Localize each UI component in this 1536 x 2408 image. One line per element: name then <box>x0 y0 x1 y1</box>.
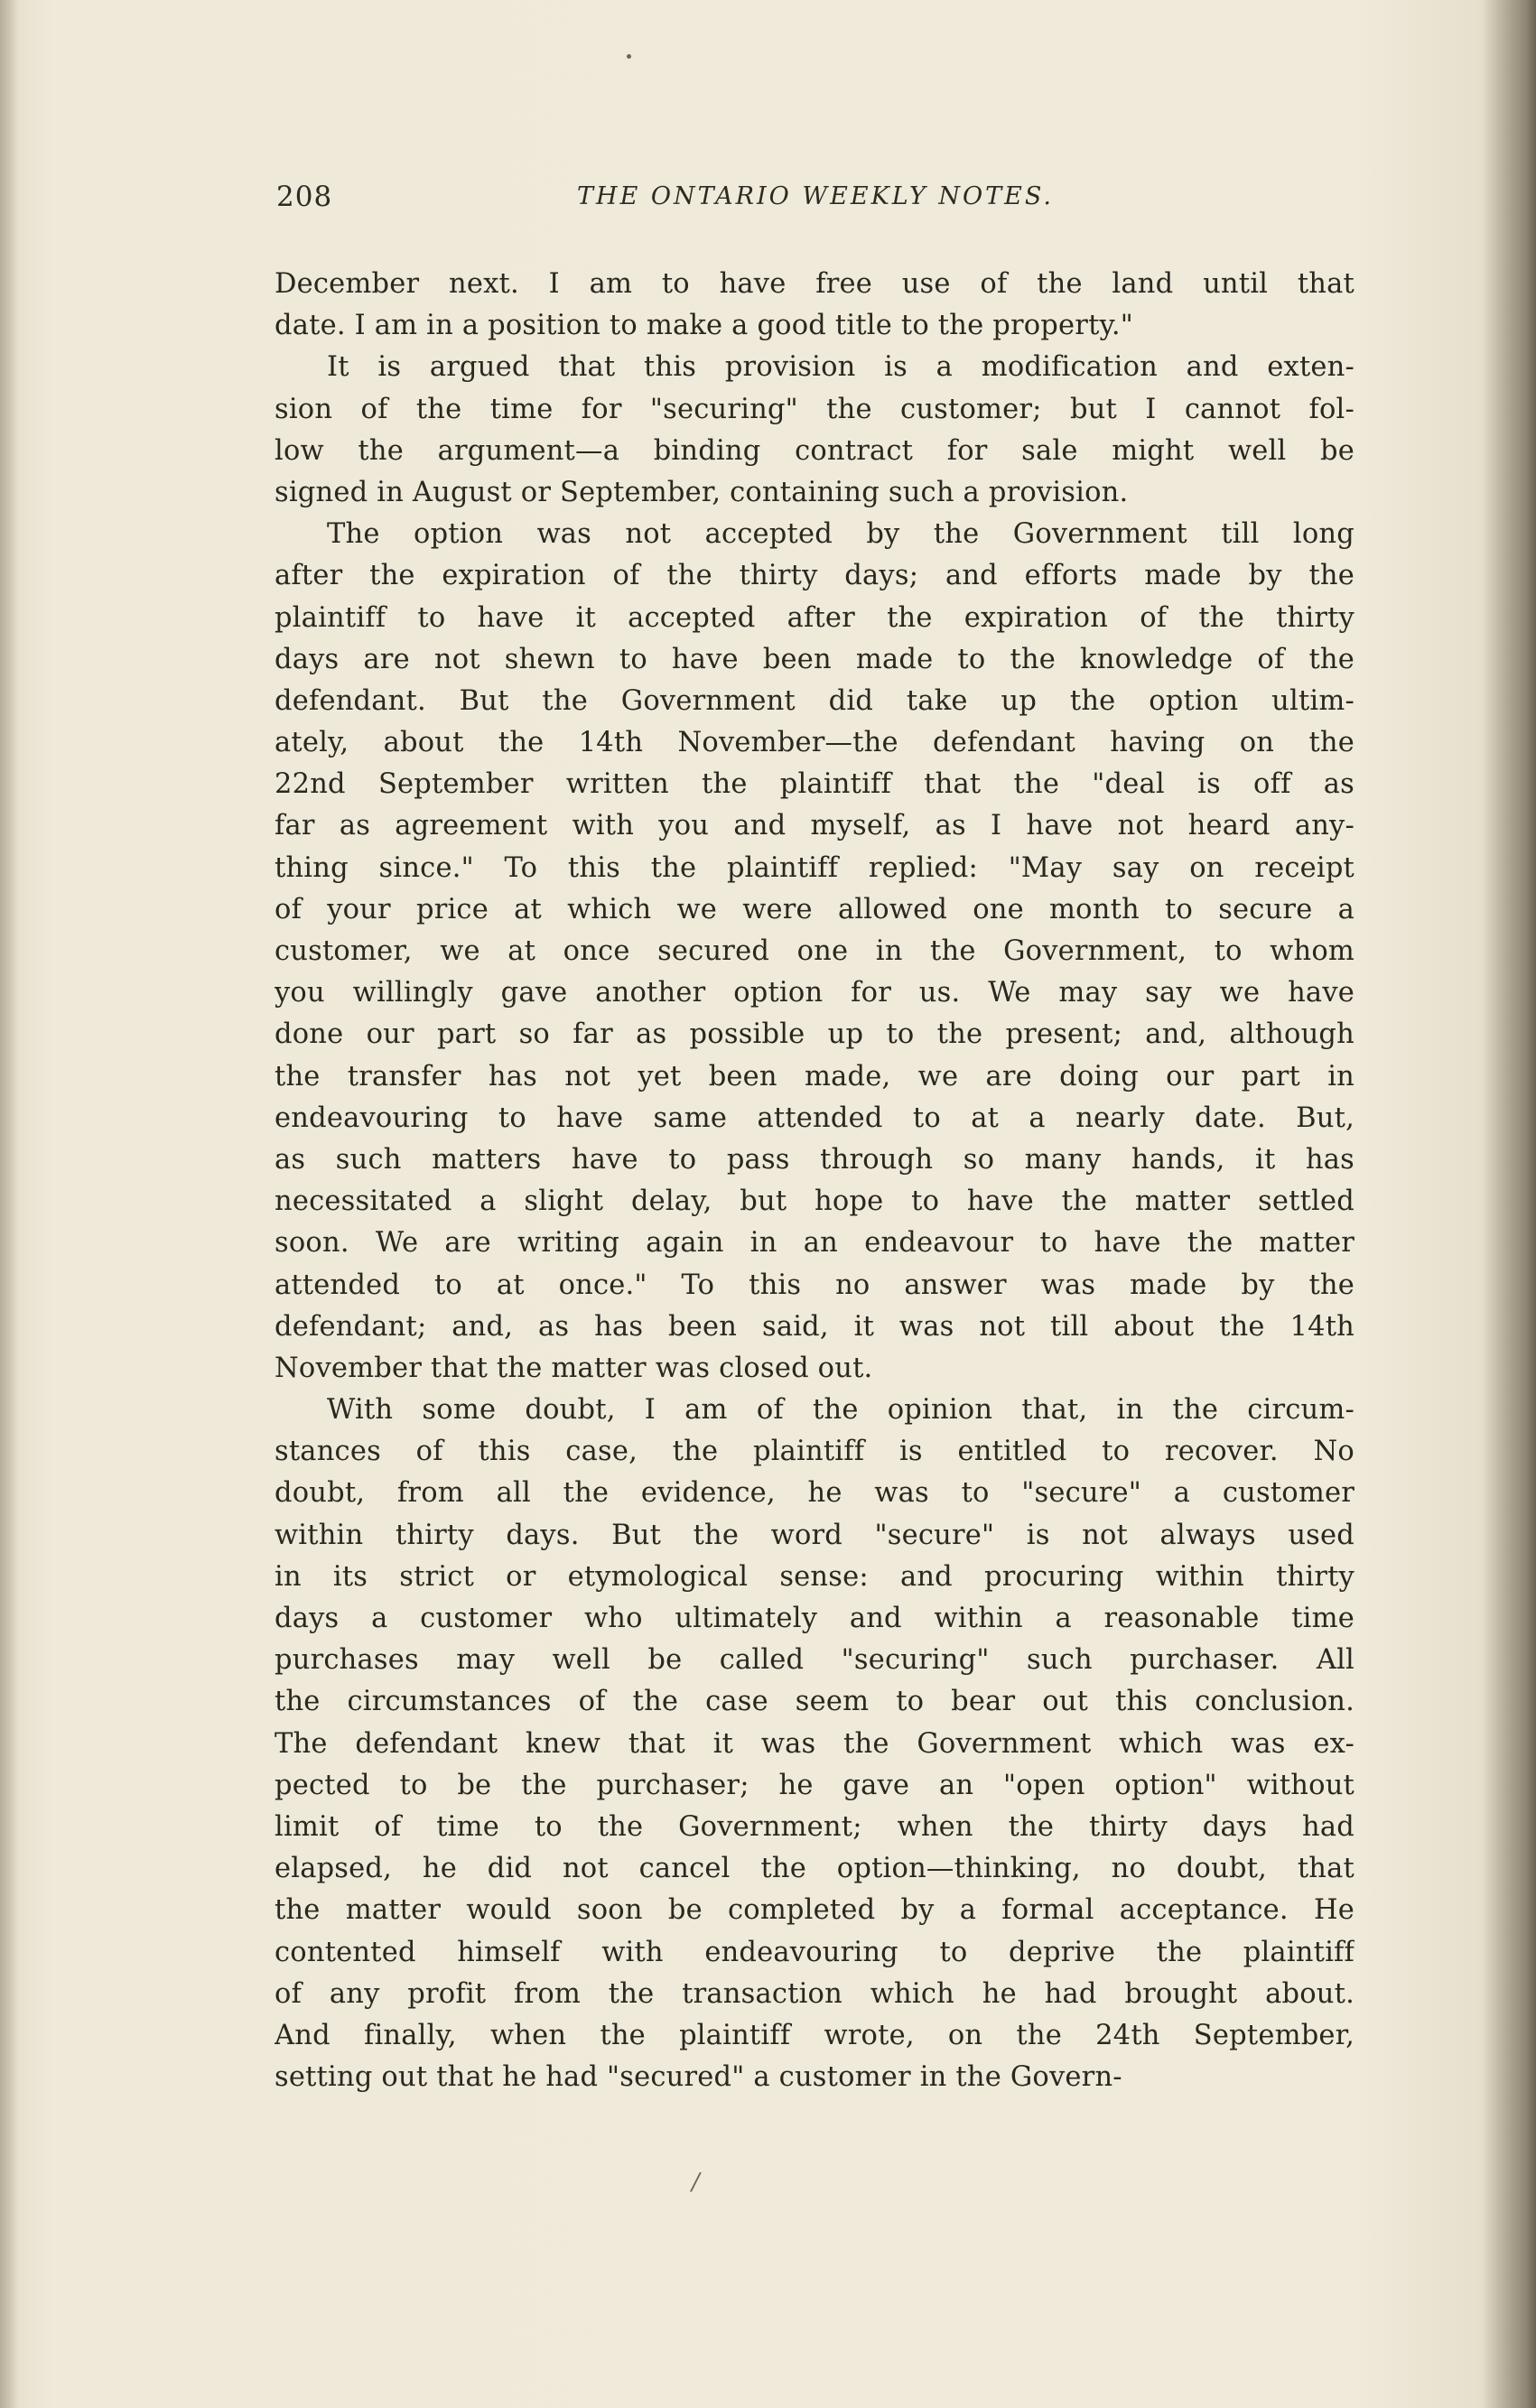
text-line: contented himself with endeavouring to deprive the plaintiff <box>275 1936 1354 1968</box>
text-line: limit of time to the Government; when the thirty days had <box>275 1810 1354 1843</box>
footer-mark: / <box>692 2169 700 2196</box>
text-line: It is argued that this provision is a modification and exten- <box>327 351 1354 384</box>
text-line: ately, about the 14th November—the defendant having on the <box>275 727 1354 759</box>
page-header <box>276 181 1354 220</box>
page-number: 208 <box>276 181 333 213</box>
text-line: the circumstances of the case seem to bear out this conclusion. <box>275 1686 1354 1718</box>
text-line: the transfer has not yet been made, we are doing our part in <box>275 1060 1354 1092</box>
text-line: setting out that he had "secured" a customer in the Govern- <box>275 2061 1122 2094</box>
text-line: plaintiff to have it accepted after the expiration of the thirty <box>275 601 1354 634</box>
text-line: of your price at which we were allowed one month to secure a <box>275 893 1354 925</box>
text-line: in its strict or etymological sense: and procuring within thirty <box>275 1560 1354 1593</box>
text-line: done our part so far as possible up to the present; and, although <box>275 1018 1354 1051</box>
text-line: sion of the time for "securing" the customer; but I cannot fol- <box>275 393 1354 425</box>
text-line: endeavouring to have same attended to at a nearly date. But, <box>275 1102 1354 1134</box>
text-line: far as agreement with you and myself, as I have not heard any- <box>275 810 1354 842</box>
text-line: And finally, when the plaintiff wrote, on the 24th September, <box>275 2019 1354 2051</box>
text-line: pected to be the purchaser; he gave an "open option" without <box>275 1769 1354 1801</box>
text-line: low the argument—a binding contract for sale might well be <box>275 434 1354 467</box>
text-line: the matter would soon be completed by a formal acceptance. He <box>275 1894 1354 1927</box>
page-left-edge <box>0 0 20 2408</box>
text-line: date. I am in a position to make a good title to the property." <box>275 310 1134 342</box>
binding-shadow <box>1482 0 1536 2408</box>
text-line: doubt, from all the evidence, he was to "secure" a customer <box>275 1477 1354 1510</box>
text-line: purchases may well be called "securing" such purchaser. All <box>275 1644 1354 1677</box>
text-line: soon. We are writing again in an endeavour to have the matter <box>275 1227 1354 1260</box>
text-line: you willingly gave another option for us. We may say we have <box>275 977 1354 1009</box>
paragraph <box>275 1390 1354 2098</box>
text-line: defendant. But the Government did take up the option ultim- <box>275 684 1354 717</box>
text-line: as such matters have to pass through so many hands, it has <box>275 1143 1354 1176</box>
paragraph <box>275 514 1354 1390</box>
text-line: The defendant knew that it was the Government which was ex- <box>275 1727 1354 1760</box>
text-line: of any profit from the transaction which he had brought about. <box>275 1977 1354 2010</box>
text-line: December next. I am to have free use of the land until that <box>275 268 1354 300</box>
ink-speck <box>627 54 631 59</box>
text-line: thing since." To this the plaintiff replied: "May say on receipt <box>275 851 1354 884</box>
paragraph <box>275 264 1354 347</box>
text-line: after the expiration of the thirty days; and efforts made by the <box>275 560 1354 592</box>
text-line: days a customer who ultimately and within a reasonable time <box>275 1603 1354 1634</box>
running-head: THE ONTARIO WEEKLY NOTES. <box>577 182 1054 210</box>
text-line: signed in August or September, containing such a provision. <box>275 476 1129 508</box>
text-line: The option was not accepted by the Government till long <box>327 518 1354 551</box>
text-line: within thirty days. But the word "secure" is not always used <box>275 1519 1354 1551</box>
text-line: customer, we at once secured one in the Government, to whom <box>275 935 1354 967</box>
text-line: days are not shewn to have been made to the knowledge of the <box>275 643 1354 675</box>
body-text <box>275 264 1354 2098</box>
text-line: November that the matter was closed out. <box>275 1352 873 1384</box>
text-line: elapsed, he did not cancel the option—thinking, no doubt, that <box>275 1853 1354 1885</box>
text-line: defendant; and, as has been said, it was not till about the 14th <box>275 1310 1354 1343</box>
text-line: 22nd September written the plaintiff that the "deal is off as <box>275 768 1354 801</box>
text-line: stances of this case, the plaintiff is entitled to recover. No <box>275 1436 1354 1468</box>
text-line: attended to at once." To this no answer was made by the <box>275 1269 1354 1301</box>
text-line: With some doubt, I am of the opinion that, in the circum- <box>327 1394 1354 1427</box>
text-line: necessitated a slight delay, but hope to have the matter settled <box>275 1185 1354 1218</box>
paragraph <box>275 347 1354 514</box>
